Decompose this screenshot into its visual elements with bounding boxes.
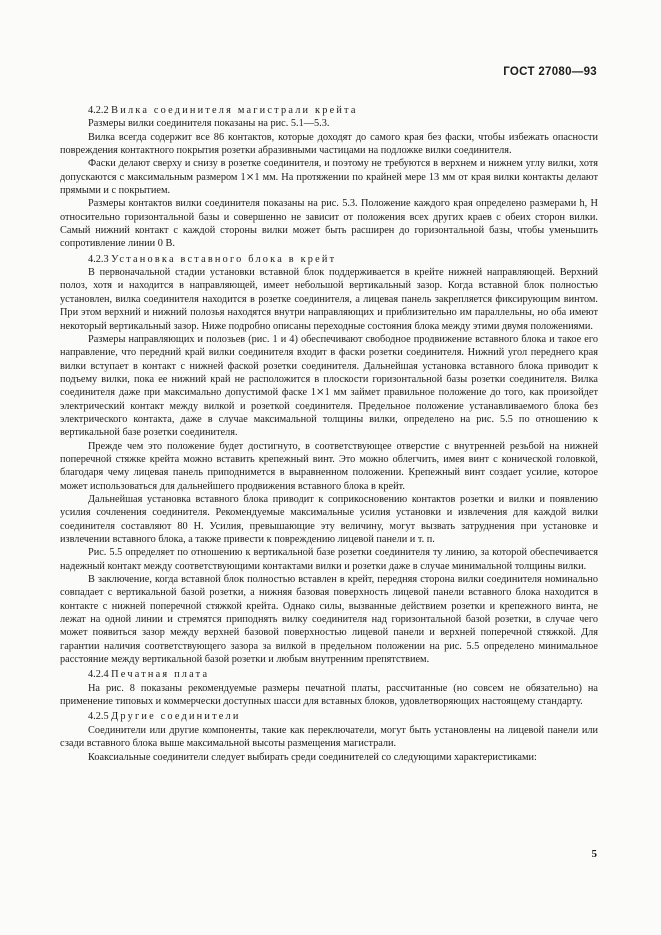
section-heading: 4.2.5 Другие соединители bbox=[88, 711, 241, 723]
paragraph: Фаски делают сверху и снизу в розетке соединителя, и поэтому не требуются в верхнем и нижнем углу вилки, хотя допускаются с максимальным размером 1⨯1 мм. На протяжении по крайней мере 13 мм от края вилки контакты делают прямыми и с покрытием. bbox=[60, 158, 598, 197]
paragraph: Размеры вилки соединителя показаны на рис. 5.1—5.3. bbox=[88, 118, 330, 130]
paragraph: В заключение, когда вставной блок полностью вставлен в крейт, передняя сторона вилки соединителя номинально совпадает с вертикальной базой розетки, а нижняя базовая поверхность лицевой панели вставного блока находится в контакте с нижней поперечной стяжкой крейта. Однако силы, вызванные действием розетки и крепежного винта, не лежат на одной линии и стремятся приподнять вилку соединителя над горизонтальной базой розетки, в случае чего может появиться зазор между верхней базовой поверхностью лицевой панели и верхней поперечной стяжкой. Для гарантии наличия соответствующего зазора за вилкой в предельном положении на рис. 5.5 определено минимальное расстояние между вертикальной базой розетки и любым внутренним препятствием. bbox=[60, 574, 598, 666]
document-code: ГОСТ 27080—93 bbox=[503, 66, 597, 78]
paragraph: Коаксиальные соединители следует выбирать среди соединителей со следующими характеристиками: bbox=[88, 751, 537, 763]
paragraph: Размеры направляющих и полозьев (рис. 1 и 4) обеспечивают свободное продвижение вставного блока и такое его направление, что передний край вилки соединителя входит в фаски розетки соединителя. Нижний угол переднего края вилки вступает в контакт с нижней фаской розетки соединителя. Дальнейшая установка вставного блока приводит к подъему вилки, пока ее нижний край не расположится в плоскости горизонтальной базы розетки соединителя. Вилка соединителя даже при максимально допустимой фаске 1⨯1 мм займет правильное положение до того, как произойдет электрический контакт между вилкой и розеткой соединителя. Предельное положение устанавливаемого блока без электрического контакта, даже в случае максимальной толщины вилки, определено на рис. 5.5 по отношению к вертикальной базе розетки соединителя. bbox=[60, 333, 598, 439]
paragraph: Вилка всегда содержит все 86 контактов, которые доходят до самого края без фаски, чтобы избежать опасности повреждения контактного покрытия розетки абразивными частицами на подложке вилки соединителя. bbox=[60, 131, 598, 157]
paragraph: Прежде чем это положение будет достигнуто, в соответствующее отверстие с внутренней резьбой на нижней поперечной стяжке крейта можно вставить крепежный винт. Это можно облегчить, имея винт с конической головкой, благодаря чему лицевая панель приподнимется в выравненном положении. Крепежный винт создает усилие, которое может использоваться для дальнейшего продвижения вставного блока в крейт. bbox=[60, 440, 598, 492]
section-heading: 4.2.3 Установка вставного блока в крейт bbox=[88, 253, 337, 265]
paragraph: В первоначальной стадии установки вставной блок поддерживается в крейте нижней направляющей. Верхний полоз, хотя и находится в направляющей, имеет небольшой вертикальный зазор. Когда вставной блок полностью установлен, вилка соединителя находится в розетке соединителя, а лицевая панель закрепляется фиксирующим винтом. При этом верхний и нижний полозья находятся внутри направляющих и приблизительно им параллельны, но оба имеют некоторый вертикальный зазор. Ниже подробно описаны переходные состояния блока между этими двумя положениями. bbox=[60, 267, 598, 332]
section-heading: 4.2.4 Печатная плата bbox=[88, 669, 210, 681]
paragraph: Размеры контактов вилки соединителя показаны на рис. 5.3. Положение каждого края определено размерами h, H относительно горизонтальной базы и совершенно не зависит от положения всех других краев с обеих сторон вилки. Самый нижний контакт с каждой стороны вилки может быть расширен до горизонтальной базы, чтобы уменьшить сопротивление линии 0 В. bbox=[60, 198, 598, 250]
document-body bbox=[60, 102, 598, 764]
paragraph: Рис. 5.5 определяет по отношению к вертикальной базе розетки соединителя ту линию, за которой обеспечивается надежный контакт между соответствующими контактами вилки и розетки даже в случае минимальной толщины вилки. bbox=[60, 547, 598, 572]
paragraph: Дальнейшая установка вставного блока приводит к соприкосновению контактов розетки и вилки и появлению усилия сочленения соединителя. Рекомендуемые максимальные усилия установки и извлечения для каждой вилки соединителя составляют 80 Н. Усилия, превышающие эту величину, могут вызвать затруднения при установке и извлечении вставного блока, а также привести к повреждению лицевой панели и т. п. bbox=[60, 493, 598, 545]
paragraph: На рис. 8 показаны рекомендуемые размеры печатной платы, рассчитанные (но совсем не обязательно) на применение типовых и коммерчески доступных шасси для вставных блоков, удовлетворяющих настоящему стандарту. bbox=[60, 682, 598, 708]
section-heading: 4.2.2 Вилка соединителя магистрали крейта bbox=[88, 105, 358, 116]
paragraph: Соединители или другие компоненты, такие как переключатели, могут быть установлены на лицевой панели или сзади вставного блока выше максимальной высоты размещения магистрали. bbox=[60, 724, 598, 750]
page-number: 5 bbox=[591, 848, 597, 860]
